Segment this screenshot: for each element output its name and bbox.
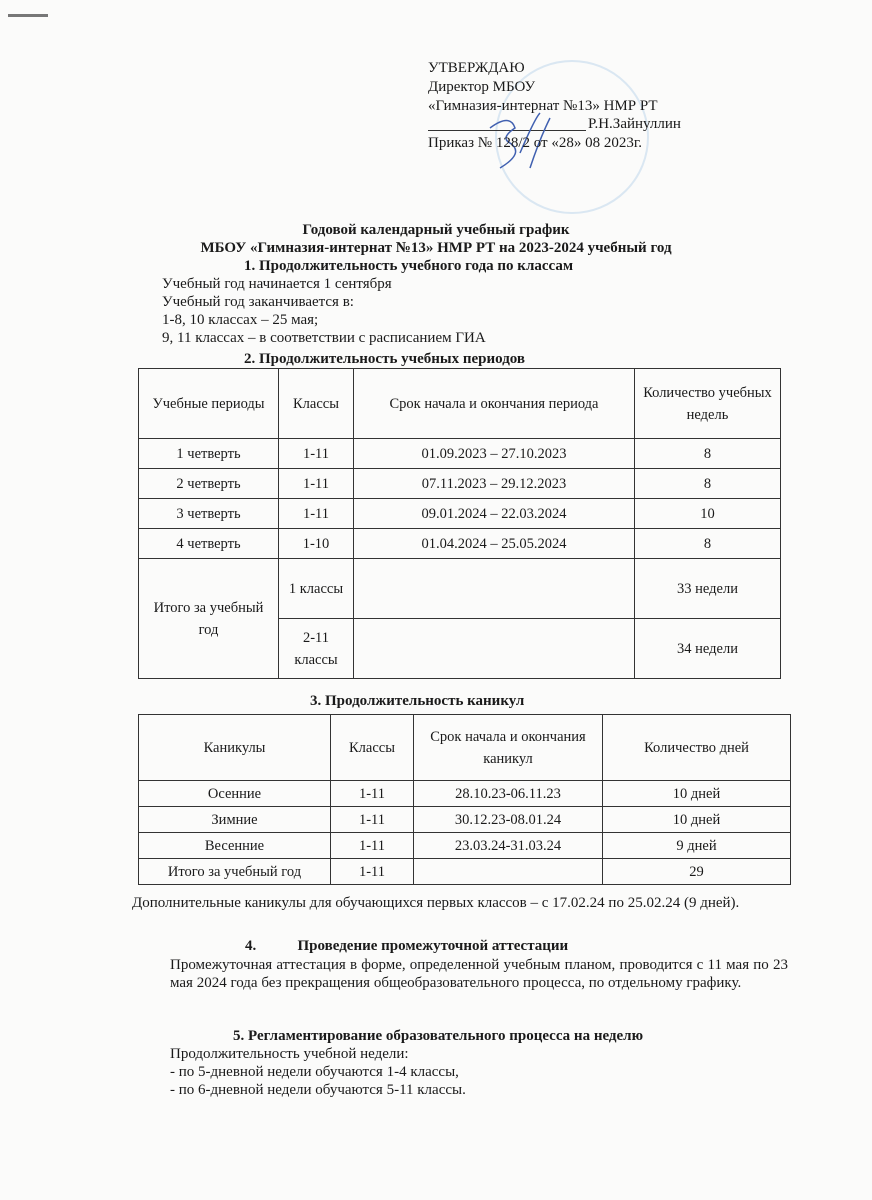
cell: 30.12.23-08.01.24 bbox=[414, 807, 603, 833]
table-row bbox=[139, 439, 781, 469]
cell: 1-11 bbox=[331, 781, 414, 807]
section1-line: Учебный год заканчивается в: bbox=[162, 294, 354, 310]
section1-line: Учебный год начинается 1 сентября bbox=[162, 276, 392, 292]
cell: 10 bbox=[635, 499, 781, 529]
cell bbox=[414, 859, 603, 885]
table-row bbox=[139, 529, 781, 559]
cell: 29 bbox=[603, 859, 791, 885]
table-header-row bbox=[139, 369, 781, 439]
section5-line: - по 6-дневной недели обучаются 5-11 классы. bbox=[170, 1082, 466, 1098]
section5-line: Продолжительность учебной недели: bbox=[170, 1046, 409, 1062]
header-cell: Каникулы bbox=[139, 715, 331, 781]
approval-title: УТВЕРЖДАЮ bbox=[428, 60, 525, 76]
holidays-table bbox=[138, 714, 791, 885]
cell: 10 дней bbox=[603, 807, 791, 833]
cell: 01.04.2024 – 25.05.2024 bbox=[354, 529, 635, 559]
section3-heading: 3. Продолжительность каникул bbox=[310, 693, 525, 709]
table-row bbox=[139, 859, 791, 885]
section4-heading: 4. Проведение промежуточной аттестации bbox=[245, 938, 569, 954]
cell: Осенние bbox=[139, 781, 331, 807]
cell: 10 дней bbox=[603, 781, 791, 807]
cell: 01.09.2023 – 27.10.2023 bbox=[354, 439, 635, 469]
cell: 1-10 bbox=[279, 529, 354, 559]
table-row bbox=[139, 469, 781, 499]
cell: 2-11 классы bbox=[279, 619, 354, 679]
cell: 33 недели bbox=[635, 559, 781, 619]
header-cell: Учебные периоды bbox=[139, 369, 279, 439]
section1-heading: 1. Продолжительность учебного года по классам bbox=[244, 258, 574, 274]
cell: 07.11.2023 – 29.12.2023 bbox=[354, 469, 635, 499]
cell: 8 bbox=[635, 469, 781, 499]
cell: 09.01.2024 – 22.03.2024 bbox=[354, 499, 635, 529]
cell: 1 четверть bbox=[139, 439, 279, 469]
approval-line2: «Гимназия-интернат №13» НМР РТ bbox=[428, 98, 658, 114]
approval-order: Приказ № 128/2 от «28» 08 2023г. bbox=[428, 135, 643, 151]
header-cell: Срок начала и окончания каникул bbox=[414, 715, 603, 781]
table-row bbox=[139, 781, 791, 807]
cell: 8 bbox=[635, 529, 781, 559]
cell: 28.10.23-06.11.23 bbox=[414, 781, 603, 807]
header-cell: Классы bbox=[279, 369, 354, 439]
section5-heading: 5. Регламентирование образовательного процесса на неделю bbox=[233, 1028, 644, 1044]
additional-holidays-note: Дополнительные каникулы для обучающихся первых классов – с 17.02.24 по 25.02.24 (9 дней). bbox=[132, 895, 740, 911]
signature-name: Р.Н.Зайнуллин bbox=[588, 116, 681, 132]
section2-heading: 2. Продолжительность учебных периодов bbox=[244, 351, 526, 367]
header-cell: Количество учебных недель bbox=[635, 369, 781, 439]
cell: 1-11 bbox=[279, 469, 354, 499]
header-cell: Срок начала и окончания периода bbox=[354, 369, 635, 439]
cell: Весенние bbox=[139, 833, 331, 859]
header-cell: Классы bbox=[331, 715, 414, 781]
cell: 3 четверть bbox=[139, 499, 279, 529]
cell: 1-11 bbox=[279, 499, 354, 529]
table-row bbox=[139, 833, 791, 859]
periods-table bbox=[138, 368, 781, 679]
cell: 4 четверть bbox=[139, 529, 279, 559]
cell: 34 недели bbox=[635, 619, 781, 679]
header-cell: Количество дней bbox=[603, 715, 791, 781]
cell: 23.03.24-31.03.24 bbox=[414, 833, 603, 859]
section4-text: Промежуточная аттестация в форме, определенной учебным планом, проводится с 11 мая по 23 мая 2024 года без прекращения общеобразовательного процесса, по отдельному графику. bbox=[170, 957, 788, 991]
section1-line: 9, 11 классах – в соответствии с расписанием ГИА bbox=[162, 330, 486, 346]
total-label-cell: Итого за учебный год bbox=[139, 559, 279, 679]
cell: 1-11 bbox=[331, 833, 414, 859]
table-row bbox=[139, 807, 791, 833]
cell bbox=[354, 559, 635, 619]
cell: 1-11 bbox=[331, 807, 414, 833]
cell bbox=[354, 619, 635, 679]
cell: Итого за учебный год bbox=[139, 859, 331, 885]
cell: 2 четверть bbox=[139, 469, 279, 499]
cell: 1-11 bbox=[331, 859, 414, 885]
cell: 1 классы bbox=[279, 559, 354, 619]
title-line2: МБОУ «Гимназия-интернат №13» НМР РТ на 2023-2024 учебный год bbox=[200, 240, 672, 256]
section5-line: - по 5-дневной недели обучаются 1-4 классы, bbox=[170, 1064, 459, 1080]
cell: 1-11 bbox=[279, 439, 354, 469]
cell: Зимние bbox=[139, 807, 331, 833]
cell: 9 дней bbox=[603, 833, 791, 859]
table-row bbox=[139, 559, 781, 619]
table-row bbox=[139, 499, 781, 529]
approval-line1: Директор МБОУ bbox=[428, 79, 536, 95]
title-line1: Годовой календарный учебный график bbox=[302, 222, 570, 238]
scan-mark bbox=[8, 14, 48, 17]
cell: 8 bbox=[635, 439, 781, 469]
section1-line: 1-8, 10 классах – 25 мая; bbox=[162, 312, 319, 328]
table-header-row bbox=[139, 715, 791, 781]
